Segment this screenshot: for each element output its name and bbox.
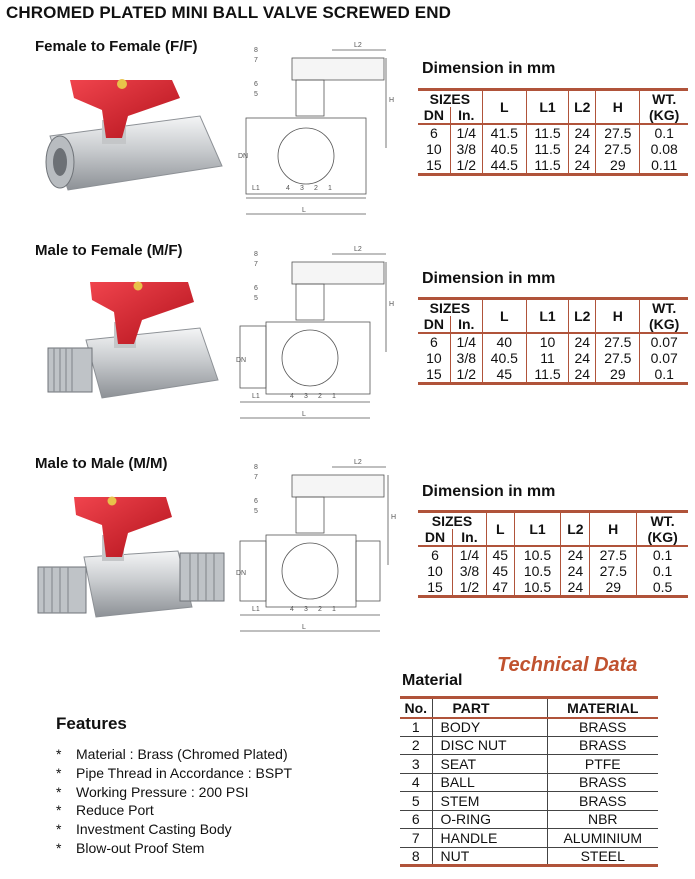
cell-part: SEAT	[432, 755, 547, 774]
page-title: CHROMED PLATED MINI BALL VALVE SCREWED END	[6, 3, 451, 22]
cell-h: 29	[596, 366, 640, 384]
drawing-label-l1: L1	[252, 606, 260, 613]
cell-wt: 0.1	[640, 124, 688, 141]
cell-l1: 11.5	[526, 124, 568, 141]
drawing-callout-6: 6	[254, 81, 258, 88]
col-in: In.	[452, 529, 486, 546]
cell-part: BODY	[432, 718, 547, 737]
col-wt: WT.	[637, 512, 688, 530]
section-title: Male to Male (M/M)	[35, 455, 168, 472]
cell-material: ALUMINIUM	[547, 829, 658, 848]
cell-h: 27.5	[596, 124, 640, 141]
col-in: In.	[450, 316, 482, 333]
cell-l: 40.5	[482, 350, 526, 366]
drawing-callout-3: 3	[300, 185, 304, 192]
table-row	[400, 773, 658, 792]
cell-in: 3/8	[452, 563, 486, 579]
section-male-male	[0, 455, 695, 665]
valve-photo-male-male	[30, 475, 230, 645]
section-female-female	[0, 38, 695, 248]
col-wt: WT.	[640, 299, 688, 317]
table-row	[418, 141, 688, 157]
cell-h: 27.5	[596, 333, 640, 350]
col-kg: (KG)	[640, 107, 688, 124]
cell-wt: 0.11	[640, 157, 688, 175]
cell-part: HANDLE	[432, 829, 547, 848]
cell-dn: 6	[418, 546, 452, 563]
bullet: *	[56, 802, 62, 819]
col-wt: WT.	[640, 90, 688, 108]
drawing-label-dn: DN	[236, 357, 247, 364]
cell-l1: 11.5	[526, 366, 568, 384]
drawing-callout-7: 7	[254, 474, 258, 481]
cell-in: 1/4	[450, 124, 482, 141]
valve-drawing-male-female	[236, 242, 406, 432]
section-title: Female to Female (F/F)	[35, 38, 198, 55]
drawing-label-l2: L2	[354, 246, 362, 253]
drawing-label-dn: DN	[236, 570, 247, 577]
drawing-callout-1: 1	[328, 185, 332, 192]
drawing-callout-1: 1	[332, 606, 336, 613]
valve-drawing-male-male	[236, 455, 406, 645]
material-title: Material	[402, 672, 463, 689]
col-l1: L1	[514, 512, 561, 547]
table-row	[400, 792, 658, 811]
cell-l2: 24	[569, 366, 596, 384]
table-row	[418, 366, 688, 384]
drawing-label-dn: DN	[238, 153, 249, 160]
cell-material: BRASS	[547, 736, 658, 755]
col-part: PART	[432, 698, 547, 718]
drawing-callout-8: 8	[254, 251, 258, 258]
feature-text: Reduce Port	[76, 802, 154, 819]
drawing-callout-4: 4	[290, 393, 294, 400]
features-list	[56, 745, 292, 858]
cell-l1: 10.5	[514, 579, 561, 597]
cell-no: 4	[400, 773, 432, 792]
table-row	[400, 829, 658, 848]
cell-part: BALL	[432, 773, 547, 792]
col-sizes: SIZES	[418, 299, 482, 317]
cell-material: PTFE	[547, 755, 658, 774]
cell-h: 29	[590, 579, 637, 597]
list-item	[56, 764, 292, 783]
cell-dn: 15	[418, 579, 452, 597]
table-row	[418, 579, 688, 597]
cell-material: BRASS	[547, 718, 658, 737]
cell-h: 27.5	[590, 563, 637, 579]
drawing-callout-5: 5	[254, 91, 258, 98]
cell-in: 1/4	[452, 546, 486, 563]
drawing-callout-7: 7	[254, 57, 258, 64]
cell-dn: 15	[418, 157, 450, 175]
cell-no: 5	[400, 792, 432, 811]
cell-dn: 15	[418, 366, 450, 384]
list-item	[56, 801, 292, 820]
cell-material: NBR	[547, 810, 658, 829]
cell-l: 40	[482, 333, 526, 350]
drawing-label-l: L	[302, 207, 306, 214]
cell-wt: 0.07	[640, 333, 688, 350]
cell-wt: 0.1	[640, 366, 688, 384]
drawing-callout-4: 4	[286, 185, 290, 192]
cell-l: 47	[486, 579, 514, 597]
drawing-callout-1: 1	[332, 393, 336, 400]
feature-text: Investment Casting Body	[76, 821, 232, 838]
cell-wt: 0.07	[640, 350, 688, 366]
section-male-female	[0, 242, 695, 452]
feature-text: Working Pressure : 200 PSI	[76, 783, 249, 800]
dimension-table	[418, 297, 688, 385]
table-row	[400, 755, 658, 774]
cell-no: 2	[400, 736, 432, 755]
cell-l: 45	[482, 366, 526, 384]
drawing-label-l2: L2	[354, 42, 362, 49]
col-dn: DN	[423, 316, 445, 332]
cell-dn: 6	[418, 124, 450, 141]
col-l: L	[482, 299, 526, 334]
drawing-label-h: H	[391, 514, 397, 521]
list-item	[56, 783, 292, 802]
cell-dn: 10	[426, 141, 442, 157]
cell-part: DISC NUT	[432, 736, 547, 755]
cell-in: 3/8	[450, 350, 482, 366]
material-table	[400, 696, 658, 867]
cell-l2: 24	[569, 333, 596, 350]
col-kg: (KG)	[640, 316, 688, 333]
col-h: H	[596, 90, 640, 125]
cell-no: 3	[400, 755, 432, 774]
feature-text: Pipe Thread in Accordance : BSPT	[76, 764, 293, 781]
cell-wt: 0.08	[640, 141, 688, 157]
features-title: Features	[56, 714, 127, 733]
drawing-callout-5: 5	[254, 295, 258, 302]
cell-wt: 0.1	[637, 546, 688, 563]
drawing-label-l2: L2	[354, 459, 362, 466]
col-l1: L1	[526, 90, 568, 125]
table-row	[418, 124, 688, 141]
feature-text: Material : Brass (Chromed Plated)	[76, 746, 288, 762]
cell-l2: 24	[569, 350, 596, 366]
drawing-callout-4: 4	[290, 606, 294, 613]
valve-photo-female-female	[30, 58, 230, 228]
cell-dn: 10	[427, 563, 443, 579]
cell-part: O-RING	[432, 810, 547, 829]
drawing-callout-3: 3	[304, 393, 308, 400]
cell-l: 45	[486, 563, 514, 579]
cell-l1: 10.5	[514, 563, 561, 579]
cell-no: 6	[400, 810, 432, 829]
table-row	[400, 847, 658, 866]
cell-no: 8	[400, 847, 432, 866]
drawing-label-h: H	[389, 301, 395, 308]
valve-photo-male-female	[30, 262, 230, 432]
cell-l2: 24	[569, 141, 596, 157]
drawing-callout-7: 7	[254, 261, 258, 268]
col-l1: L1	[526, 299, 568, 334]
cell-l1: 11.5	[526, 141, 568, 157]
table-row	[418, 563, 688, 579]
cell-h: 27.5	[596, 141, 640, 157]
cell-in: 1/2	[450, 366, 482, 384]
cell-material: STEEL	[547, 847, 658, 866]
bullet: *	[56, 821, 62, 838]
cell-dn: 6	[418, 333, 450, 350]
table-row	[418, 157, 688, 175]
dimension-table	[418, 510, 688, 598]
technical-data-title: Technical Data	[497, 654, 638, 676]
table-row	[418, 546, 688, 563]
drawing-callout-6: 6	[254, 498, 258, 505]
cell-in: 1/2	[452, 579, 486, 597]
drawing-callout-5: 5	[254, 508, 258, 515]
cell-dn: 10	[426, 350, 442, 366]
drawing-label-h: H	[389, 97, 395, 104]
drawing-callout-8: 8	[254, 47, 258, 54]
cell-no: 7	[400, 829, 432, 848]
cell-h: 27.5	[590, 546, 637, 563]
col-l: L	[482, 90, 526, 125]
table-row	[400, 736, 658, 755]
col-sizes: SIZES	[418, 90, 482, 108]
cell-l: 44.5	[482, 157, 526, 175]
drawing-label-l1: L1	[252, 185, 260, 192]
list-item	[56, 839, 292, 858]
dimension-title: Dimension in mm	[422, 270, 556, 287]
col-l2: L2	[561, 512, 590, 547]
col-l2: L2	[569, 90, 596, 125]
col-h: H	[596, 299, 640, 334]
bullet: *	[56, 783, 62, 800]
drawing-label-l1: L1	[252, 393, 260, 400]
drawing-label-l: L	[302, 411, 306, 418]
cell-material: BRASS	[547, 792, 658, 811]
drawing-callout-2: 2	[314, 185, 318, 192]
cell-l1: 11	[526, 350, 568, 366]
col-sizes: SIZES	[418, 512, 486, 530]
dimension-title: Dimension in mm	[422, 60, 556, 77]
cell-l: 41.5	[482, 124, 526, 141]
drawing-callout-6: 6	[254, 285, 258, 292]
bullet: *	[56, 746, 62, 762]
drawing-callout-8: 8	[254, 464, 258, 471]
cell-l: 45	[486, 546, 514, 563]
cell-l1: 11.5	[526, 157, 568, 175]
cell-in: 3/8	[450, 141, 482, 157]
col-kg: (KG)	[637, 529, 688, 546]
cell-l1: 10.5	[514, 546, 561, 563]
cell-l2: 24	[569, 124, 596, 141]
drawing-callout-2: 2	[318, 393, 322, 400]
cell-l1: 10	[526, 333, 568, 350]
cell-in: 1/2	[450, 157, 482, 175]
table-row	[400, 718, 658, 737]
valve-drawing-female-female	[236, 38, 406, 228]
list-item	[56, 745, 292, 764]
cell-h: 27.5	[596, 350, 640, 366]
cell-l: 40.5	[482, 141, 526, 157]
bullet: *	[56, 839, 62, 856]
cell-wt: 0.1	[637, 563, 688, 579]
col-dn: DN	[423, 107, 445, 123]
section-title: Male to Female (M/F)	[35, 242, 183, 259]
cell-no: 1	[400, 718, 432, 737]
col-l: L	[486, 512, 514, 547]
drawing-callout-3: 3	[304, 606, 308, 613]
cell-l2: 24	[561, 579, 590, 597]
col-in: In.	[450, 107, 482, 124]
table-row	[418, 333, 688, 350]
col-no: No.	[400, 698, 432, 718]
cell-wt: 0.5	[637, 579, 688, 597]
col-l2: L2	[569, 299, 596, 334]
table-row	[418, 350, 688, 366]
dimension-title: Dimension in mm	[422, 483, 556, 500]
cell-part: NUT	[432, 847, 547, 866]
cell-material: BRASS	[547, 773, 658, 792]
cell-l2: 24	[561, 563, 590, 579]
cell-part: STEM	[432, 792, 547, 811]
cell-h: 29	[596, 157, 640, 175]
cell-in: 1/4	[450, 333, 482, 350]
cell-l2: 24	[561, 546, 590, 563]
table-row	[400, 810, 658, 829]
col-material: MATERIAL	[547, 698, 658, 718]
col-dn: DN	[424, 529, 446, 545]
feature-text: Blow-out Proof Stem	[76, 839, 205, 856]
drawing-label-l: L	[302, 624, 306, 631]
list-item	[56, 820, 292, 839]
dimension-table	[418, 88, 688, 176]
col-h: H	[590, 512, 637, 547]
cell-l2: 24	[569, 157, 596, 175]
drawing-callout-2: 2	[318, 606, 322, 613]
bullet: *	[56, 764, 62, 781]
